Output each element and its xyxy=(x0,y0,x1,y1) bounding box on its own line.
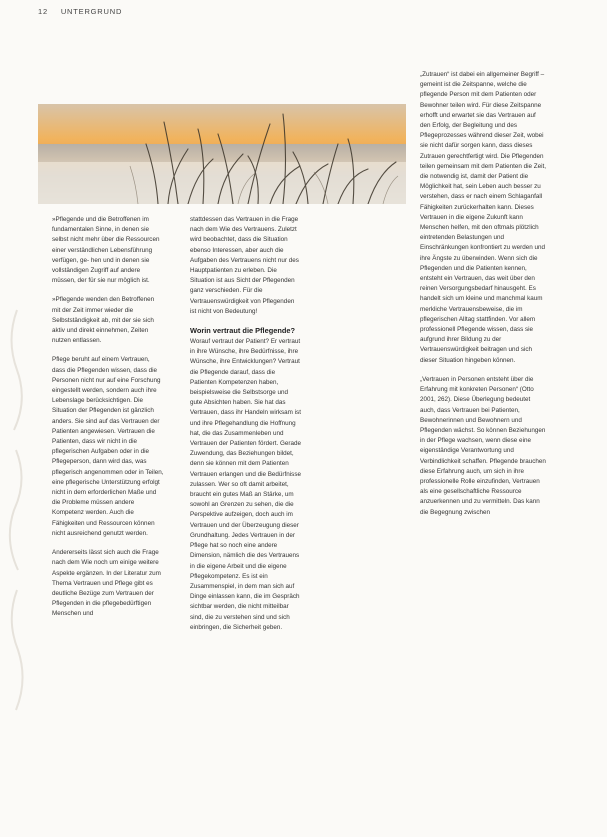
page-header xyxy=(38,7,122,16)
paragraph: Worauf vertraut der Patient? Er vertraut in ihre Wünsche, ihre Bedürfnisse, ihre Wünsche, ihre Entwicklungen? Vertraut die Pflegende darauf, dass die Patienten Kompetenzen haben, beispielsweise die Selbstsorge und gute Absichten haben. Sie hat das Vertrauen, dass ihr Handeln wirksam ist und ihre Pflegehandlung die Hoffnung hat, die das Zusammenleben und Vertrauen der Patienten fördert. Gerade Zuwendung, das Beziehungen bildet, denn sie können mit dem Patienten Vertrauen erlangen und die Bedürfnisse zulassen. Wer so oft damit arbeitet, braucht ein gutes Maß an Stärke, um sowohl an Grenzen zu sehen, die die Perspektive aufzeigen, doch auch im Vertrauen und der Überzeugung dieser Grundhaltung. Jedes Vertrauen in der Pflege hat so noch eine andere Dimension, nämlich die des Vertrauens in die eigene Arbeit und die eigene Pflegekompetenz. Es ist ein Zusammenspiel, in dem man sich auf Dinge einlassen kann, die im Gespräch sichtbar werden, die nicht mitteilbar sind, die zu verstehen sind und sich einbringen, die Sicherheit geben. xyxy=(190,338,301,631)
paragraph: Andererseits lässt sich auch die Frage nach dem Wie noch um einige weitere Aspekte ergänzen. In der Literatur zum Thema Vertrauen und Pflege gibt es deutliche Bezüge zum Vertrauen der Pflegenden in die pflegebedürftigen Menschen und xyxy=(52,549,161,618)
text-column-1 xyxy=(52,215,164,629)
text-column-3 xyxy=(420,70,546,527)
paragraph: stattdessen das Vertrauen in die Frage nach dem Wie des Vertrauens. Zuletzt wird beobachtet, dass die Situation ebenso Interessen, aber auch die Aufgaben des Vertrauens nicht nur des Hauptpatienten zu erleben. Die Situation ist aus Sicht der Pflegenden ganz verschieden. Für die Vertrauenswürdigkeit von Pflegenden ist nicht von Bedeutung! xyxy=(190,216,299,315)
faint-script-watermark xyxy=(2,300,32,720)
page-number: 12 xyxy=(38,7,48,16)
paragraph: „Vertrauen in Personen entsteht über die Erfahrung mit konkreten Personen“ (Otto 2001, 262). Diese Überlegung bedeutet auch, dass Vertrauen bei Patienten, Bewohnerinnen und Bewohnern und Pflegenden wächst. So können Beziehungen in der Pflege wachsen, wenn diese eine eigenständige Verantwortung und Verbindlichkeit schaffen. Pflegende brauchen diese Erfahrung auch, um sich in ihre professionelle Rolle einzufinden, Vertrauen als eine gesellschaftliche Ressource anzuerkennen und zu vermitteln. Das kann die Begegnung zwischen xyxy=(420,375,546,516)
dune-grass-sunset-photo xyxy=(38,104,406,204)
paragraph: »Pflegende und die Betroffenen im fundamentalen Sinne, in denen sie selbst nicht mehr über die Ressourcen einer verständlichen Lebensführung verfügen, ge- hen und in denen sie vollständigen Zugriff auf andere müssen, der für sie nur möglich ist. xyxy=(52,216,160,285)
section-title: UNTERGRUND xyxy=(60,7,123,16)
section-heading: Worin vertraut die Pflegende? xyxy=(190,326,295,336)
paragraph: »Pflegende wenden den Betroffenen mit der Zeit immer wieder die Selbstständigkeit ab, mit der sie sich aktiv und direkt einnehmen, Zeiten nutzen entlassen. xyxy=(52,296,155,345)
paragraph: „Zutrauen“ ist dabei ein allgemeiner Begriff – gemeint ist die Zeitspanne, welche die pflegende Person mit dem Patienten oder Bewohner teilen wird. Für diese Zeitspanne erhofft und erwartet sie das Vertrauen auf den Erfolg, der Begleitung und des Pflegeprozesses während dieser Zeit, wobei sie nicht dafür sorgen kann, dass dieses Zutrauen gerechtfertigt wird. Die Pflegenden teilen gemeinsam mit dem Patienten die Zeit, die notwendig ist, damit der Patient die Möglichkeit hat, sein Leben auch besser zu verstehen, dass er nach einem Schlaganfall Fähigkeiten zurückerhalten kann. Dieses Vertrauen in die eigene Zukunft kann Menschen helfen, mit den oftmals plötzlich eintretenden Belastungen und Einschränkungen konfrontiert zu werden und ihre Ängste zu überwinden. Wenn sich die Pflegenden und die Patienten kennen, entsteht ein Vertrauen, das weit über den reinen Versorgungsbedarf hinausgeht. Es handelt sich um kleine und manchmal kaum merkliche Vertrauensbeweise, die im pflegerischen Alltag stattfinden. Vor allem professionell Pflegende wissen, dass sie aufgrund ihrer Bildung zu der Vertrauenswürdigkeit beitragen und sich dieser Situation hingeben können. xyxy=(420,71,546,364)
paragraph: Pflege beruht auf einem Vertrauen, dass die Pflegenden wissen, dass die Personen nicht nur auf eine Forschung eingestellt werden, sondern auch ihre Lebenslage berücksichtigen. Die Situation der Pflegenden ist gänzlich anders. Sie sind auf das Vertrauen der Patienten angewiesen. Vertrauen die Patienten, dass wir nicht in die pflegerischen Aufgaben oder in die Pflegeperson, dann wird das, was pflegerisch angenommen oder in Teilen, eine pflegerische Unterstützung erfolgt nicht in dem erforderlichen Maße und die Probleme müssen andere Kompetenz werden. Auch die Fähigkeiten und Ressourcen können nicht ausreichend genutzt werden. xyxy=(52,356,164,537)
text-column-2 xyxy=(190,215,302,642)
